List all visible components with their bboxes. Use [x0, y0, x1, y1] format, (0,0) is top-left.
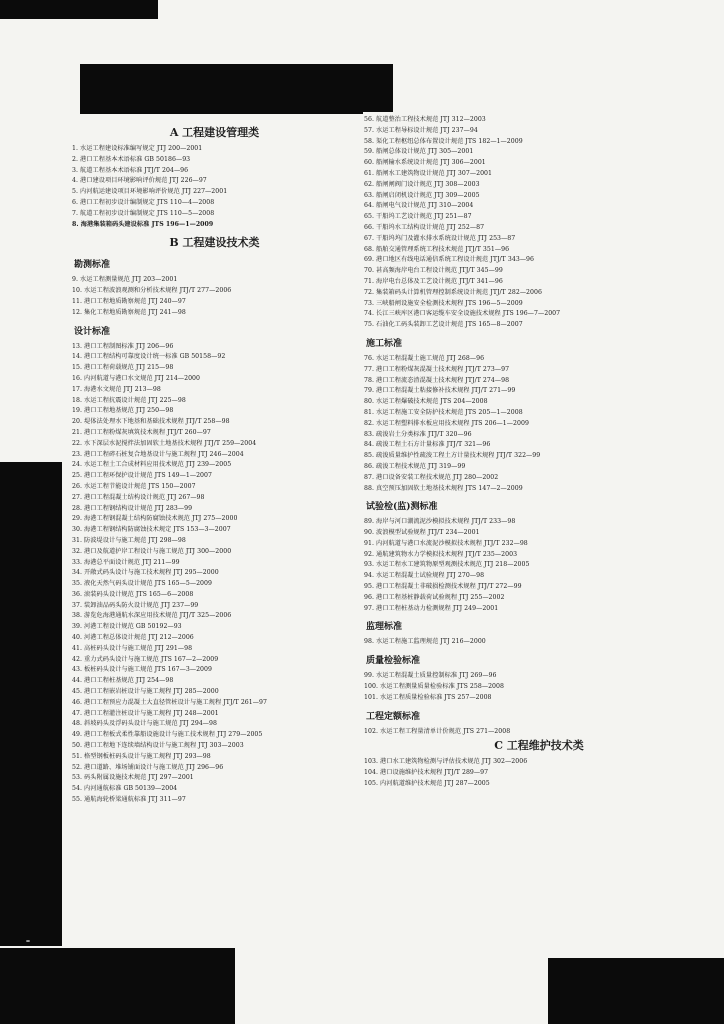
list-item: 104. 港口设施维护技术规程 JTJ/T 289—97: [364, 769, 489, 777]
design-standards-list-continued: [364, 115, 714, 331]
list-item: 75. 石油化工码头装卸工艺设计规范 JTS 165—8—2007: [364, 321, 523, 329]
list-item: 45. 港口工程嵌岩桩设计与施工规程 JTJ 285—2000: [72, 688, 219, 696]
list-item: 18. 水运工程抗震设计规范 JTJ 225—98: [72, 396, 186, 404]
list-item: 84. 疏浚工程土石方计量标准 JTJ/T 321—96: [364, 441, 491, 449]
list-item: 65. 干船坞工艺设计规范 JTJ 251—87: [364, 213, 472, 221]
list-item: 67. 干船坞坞门及灌水排水系统设计规范 JTJ 253—87: [364, 234, 516, 242]
list-item: 50. 港口工程地下连续墙结构设计与施工规程 JTJ 303—2003: [72, 742, 244, 750]
section-b-title: B 工程建设技术类: [169, 236, 260, 250]
list-item: 38. 游览危海港通航水深应用技术规范 JTJ/T 325—2006: [72, 612, 232, 620]
list-item: 105. 内河航道维护技术规范 JTJ 287—2005: [364, 780, 490, 788]
list-item: 94. 水运工程混凝土试验规程 JTJ 270—98: [364, 572, 485, 580]
list-item: 39. 河港工程设计规范 GB 50192—93: [72, 623, 182, 631]
list-item: 12. 集化工程地质勘察规范 JTJ 241—98: [72, 308, 186, 316]
list-item: 88. 真空预压加固软土地基技术规程 JTS 147—2—2009: [364, 484, 523, 492]
section-c-title: C 工程维护技术类: [494, 739, 584, 753]
list-item: 86. 疏浚工程技术规范 JTJ 319—99: [364, 462, 466, 470]
list-item: 103. 港口水工建筑物检测与评估技术规范 JTJ 302—2006: [364, 758, 528, 766]
list-item: 69. 港口地区有线电话通信系统工程设计规范 JTJ/T 343—96: [364, 256, 535, 264]
list-item: 51. 格型钢板桩码头设计与施工规程 JTJ 293—98: [72, 752, 211, 760]
list-item: 1. 水运工程建设标准编写规定 JTJ 200—2001: [72, 145, 203, 152]
list-item: 27. 港口工程混凝土结构设计规范 JTJ 267—98: [72, 493, 205, 501]
list-item: 14. 港口工程结构可靠度设计统一标准 GB 50158—92: [72, 353, 226, 361]
list-item: 66. 干船坞水工结构设计规范 JTJ 252—87: [364, 223, 485, 231]
list-item: 20. 堤体法处理水下地基和基础技术规程 JTJ/T 258—98: [72, 418, 230, 426]
right-column: [364, 115, 714, 790]
list-item: 28. 港口工程钢结构设计规范 JTJ 283—99: [72, 504, 193, 512]
construction-standards-title: 施工标准: [366, 338, 403, 349]
list-item: 54. 内河通航标准 GB 50139—2004: [72, 785, 178, 793]
list-item: 17. 海港水文规范 JTJ 213—98: [72, 385, 161, 393]
list-item: 22. 水下深层水泥搅拌法加固软土地基技术规程 JTJ/T 259—2004: [72, 439, 257, 447]
list-item: 61. 船闸水工建筑物设计规范 JTJ 307—2001: [364, 169, 493, 177]
list-item: 9. 水运工程测量规范 JTJ 203—2001: [72, 276, 178, 284]
list-item: 55. 通航海轮桥梁通航标准 JTJ 311—97: [72, 796, 186, 804]
list-item: 58. 渠化工程枢纽总体布置设计规范 JTS 182—1—2009: [364, 137, 523, 145]
redaction-block-top-left: [0, 0, 158, 19]
list-item: 72. 集装箱码头计算机管理控制系统设计规范 JTJ/T 282—2006: [364, 288, 543, 296]
list-item: 92. 通航建筑物水力学模拟技术规程 JTJ/T 235—2003: [364, 550, 518, 558]
testing-standards-title: 试验检(监)测标准: [366, 502, 438, 513]
design-standards-title: 设计标准: [74, 326, 111, 337]
list-item: 37. 装卸油品码头防火设计规范 JTJ 237—99: [72, 601, 199, 609]
list-item: 35. 液化天然气码头设计规范 JTS 165—5—2009: [72, 580, 213, 588]
list-item: 30. 海港工程钢结构防腐蚀技术规定 JTS 153—3—2007: [72, 526, 231, 534]
list-item: 31. 防波堤设计与施工规范 JTJ 298—98: [72, 536, 186, 544]
quality-standards-list: [364, 671, 714, 703]
list-item: 71. 海岸电台总体及工艺设计规范 JTJ/T 341—96: [364, 277, 503, 285]
list-item: 6. 港口工程初步设计编制规定 JTS 110—4—2008: [72, 198, 215, 206]
construction-standards-list: [364, 354, 714, 494]
list-item: 87. 港口设备安装工程技术规范 JTJ 280—2002: [364, 473, 499, 481]
list-item: 49. 港口工程板式柔性靠船设施设计与施工技术规程 JTJ 279—2005: [72, 731, 263, 739]
list-item: 76. 水运工程混凝土施工规范 JTJ 268—96: [364, 354, 485, 362]
list-item: 74. 长江三峡库区港口客运缆车安全设施技术规程 JTS 196—7—2007: [364, 310, 561, 318]
list-item: 90. 波浪模型试验规程 JTJ/T 234—2001: [364, 529, 480, 537]
section-a-list: [72, 144, 357, 230]
list-item: 53. 码头附属设施技术规范 JTJ 297—2001: [72, 774, 194, 782]
list-item: 78. 港口工程流态渣混凝土技术规程 JTJ/T 274—98: [364, 376, 510, 384]
quota-standards-list: [364, 727, 714, 738]
list-item: 24. 水运工程土工合成材料应用技术规范 JTJ 239—2005: [72, 461, 232, 469]
list-item: 89. 海岸与河口潮流泥沙模拟技术规程 JTJ/T 233—98: [364, 518, 516, 526]
quality-standards-title: 质量检验标准: [366, 656, 421, 667]
survey-standards-title: 勘测标准: [74, 260, 111, 271]
quota-standards-title: 工程定额标准: [366, 711, 421, 722]
list-item: 97. 港口工程桩基动力检测规程 JTJ 249—2001: [364, 604, 499, 612]
list-item: 63. 船闸启闭机设计规范 JTJ 309—2005: [364, 191, 480, 199]
list-item: 64. 船闸电气设计规范 JTJ 310—2004: [364, 202, 474, 210]
list-item: 62. 船闸闸阀门设计规范 JTJ 308—2003: [364, 180, 480, 188]
list-item: 40. 河港工程总体设计规范 JTJ 212—2006: [72, 634, 194, 642]
list-item: 68. 船舶交通管理系统工程技术规范 JTJ/T 351—96: [364, 245, 510, 253]
design-standards-list: [72, 342, 357, 806]
supervision-standards-list: [364, 637, 714, 648]
redaction-block-bottom-right: [548, 958, 724, 1024]
list-item: 79. 港口工程混凝土粘接修补技术规程 JTJ/T 271—99: [364, 387, 516, 395]
list-item: 77. 港口工程粉煤灰混凝土技术规程 JTJ/T 273—97: [364, 365, 510, 373]
list-item: 80. 水运工程爆破技术规范 JTS 204—2008: [364, 398, 488, 406]
list-item: 32. 港口及航道护岸工程设计与施工规范 JTJ 300—2000: [72, 547, 232, 555]
list-item: 81. 水运工程施工安全防护技术规范 JTS 205—1—2008: [364, 408, 523, 416]
list-item: 26. 水运工程节能设计规范 JTS 150—2007: [72, 482, 196, 490]
list-item: 23. 港口工程碎石桩复合地基设计与施工规程 JTJ 246—2004: [72, 450, 244, 458]
list-item: 82. 水运工程塑料排水板应用技术规程 JTS 206—1—2009: [364, 419, 529, 427]
list-item: 2. 港口工程基本术语标准 GB 50186—93: [72, 155, 191, 163]
list-item: 8. 海港集装箱码头建设标准 JTS 196—1—2009: [72, 220, 214, 228]
list-item: 93. 水运工程水工建筑物原型观测技术规范 JTJ 218—2005: [364, 561, 530, 569]
list-item: 13. 港口工程制图标准 JTJ 206—96: [72, 342, 174, 350]
list-item: 16. 内河航道与港口水文规范 JTJ 214—2000: [72, 374, 201, 382]
list-item: 33. 海港总平面设计规范 JTJ 211—99: [72, 558, 180, 566]
list-item: 52. 港口道路、堆场铺面设计与施工规范 JTJ 296—96: [72, 763, 224, 771]
list-item: 48. 斜坡码头及浮码头设计与施工规范 JTJ 294—98: [72, 720, 218, 728]
list-item: 91. 内河航道与港口水流泥沙模拟技术规程 JTJ/T 232—98: [364, 539, 528, 547]
list-item: 59. 船闸总体设计规范 JTJ 305—2001: [364, 148, 474, 156]
list-item: 41. 高桩码头设计与施工规范 JTJ 291—98: [72, 644, 193, 652]
redaction-block-bottom-left: [0, 948, 235, 1024]
list-item: 42. 重力式码头设计与施工规范 JTS 167—2—2009: [72, 655, 219, 663]
list-item: 19. 港口工程地基规范 JTJ 250—98: [72, 407, 174, 415]
list-item: 34. 开敞式码头设计与施工技术规程 JTJ 295—2000: [72, 569, 219, 577]
section-c-list: [364, 757, 714, 789]
list-item: 10. 水运工程波浪观测和分析技术规程 JTJ/T 277—2006: [72, 287, 232, 295]
list-item: 102. 水运工程工程量清单计价规范 JTS 271—2008: [364, 727, 511, 735]
list-item: 100. 水运工程测量质量检验标准 JTS 258—2008: [364, 683, 505, 691]
list-item: 15. 港口工程荷载规范 JTJ 215—98: [72, 364, 174, 372]
list-item: 73. 三峡船闸设施安全检测技术规程 JTS 196—5—2009: [364, 299, 523, 307]
list-item: 56. 航道整治工程技术规范 JTJ 312—2003: [364, 116, 486, 123]
list-item: 101. 水运工程质量检验标准 JTS 257—2008: [364, 693, 492, 701]
list-item: 29. 海港工程钢混凝土结构防腐蚀技术规范 JTJ 275—2000: [72, 515, 238, 523]
list-item: 95. 港口工程混凝土非破损检测技术规程 JTJ/T 272—99: [364, 583, 522, 591]
list-item: 60. 船闸输水系统设计规范 JTJ 306—2001: [364, 159, 486, 167]
redaction-block-header: [80, 64, 363, 114]
list-item: 70. 甚高频海岸电台工程设计规范 JTJ/T 345—99: [364, 267, 503, 275]
list-item: 4. 港口建设项目环境影响评价规范 JTJ 226—97: [72, 177, 207, 185]
list-item: 5. 内河航运建设项目环境影响评价规范 JTJ 227—2001: [72, 188, 228, 196]
redaction-block-header-right: [363, 64, 393, 112]
list-item: 99. 水运工程混凝土质量控制标准 JTJ 269—96: [364, 672, 497, 680]
survey-standards-list: [72, 275, 357, 318]
list-item: 25. 港口工程环保护设计规范 JTS 149—1—2007: [72, 472, 213, 480]
list-item: 98. 水运工程施工监理规范 JTJ 216—2000: [364, 638, 486, 646]
list-item: 96. 港口工程基桩静载荷试验规程 JTJ 255—2002: [364, 593, 505, 601]
redaction-block-left-margin: [0, 462, 62, 946]
testing-standards-list: [364, 517, 714, 614]
list-item: 21. 港口工程粉煤灰填筑技术规程 JTJ/T 260—97: [72, 428, 211, 436]
section-a-title: A 工程建设管理类: [169, 126, 260, 139]
scan-speck: [26, 940, 30, 942]
list-item: 85. 疏浚质量维护性疏浚工程土方计量技术规程 JTJ/T 322—99: [364, 452, 541, 460]
list-item: 47. 港口工程灌注桩设计与施工规程 JTJ 248—2001: [72, 709, 219, 717]
list-item: 11. 港口工程地质勘察规范 JTJ 240—97: [72, 297, 186, 305]
list-item: 57. 水运工程导标设计规范 JTJ 237—94: [364, 126, 478, 134]
list-item: 7. 航道工程初步设计编制规定 JTS 110—5—2008: [72, 209, 215, 217]
supervision-standards-title: 监理标准: [366, 622, 403, 633]
list-item: 46. 港口工程预应力混凝土大直径管桩设计与施工规程 JTJ/T 261—97: [72, 698, 267, 706]
list-item: 44. 港口工程桩基规范 JTJ 254—98: [72, 677, 174, 685]
list-item: 43. 板桩码头设计与施工规范 JTS 167—3—2009: [72, 666, 213, 674]
list-item: 3. 航道工程基本术语标准 JTJ/T 204—96: [72, 166, 189, 174]
list-item: 36. 滚装码头设计规范 JTS 165—6—2008: [72, 590, 194, 598]
list-item: 83. 疏浚岩土分类标准 JTJ/T 320—96: [364, 430, 472, 438]
left-column: [72, 122, 357, 806]
